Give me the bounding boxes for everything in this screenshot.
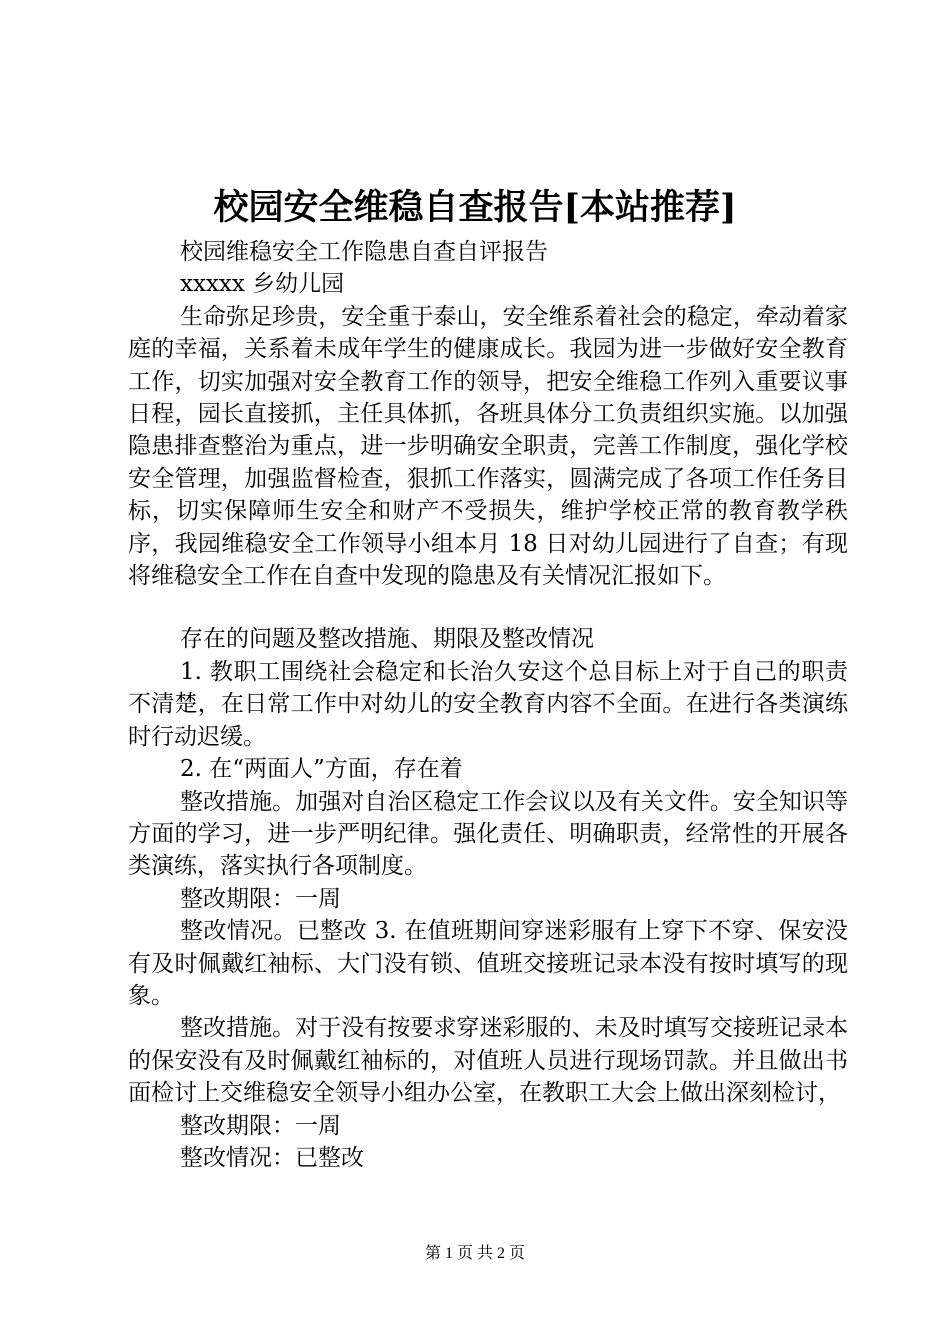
organization-line: xxxxx 乡幼儿园 — [180, 271, 345, 298]
issue-1-paragraph: 1. 教职工围绕社会稳定和长治久安这个总目标上对于自己的职责不清楚，在日常工作中对幼儿的安全教育内容不全面。在进行各类演练时行动迟缓。 — [128, 658, 848, 750]
document-body — [128, 236, 848, 1174]
section-heading: 存在的问题及整改措施、期限及整改情况 — [180, 626, 594, 653]
issue-2-paragraph: 2. 在“两面人”方面，存在着 — [180, 756, 463, 783]
subtitle-paragraph: 校园维稳安全工作隐患自查自评报告 — [180, 239, 548, 265]
measures-paragraph: 整改措施。加强对自治区稳定工作会议以及有关文件。安全知识等方面的学习，进一步严明纪律。强化责任、明确职责，经常性的开展各类演练，落实执行各项制度。 — [128, 788, 848, 880]
intro-paragraph: 生命弥足珍贵，安全重于泰山，安全维系着社会的稳定，牵动着家庭的幸福，关系着未成年学生的健康成长。我园为进一步做好安全教育工作，切实加强对安全教育工作的领导，把安全维稳工作列入重要议事日程，园长直接抓，主任具体抓，各班具体分工负责组织实施。以加强隐患排查整治为重点，进一步明确安全职责，完善工作制度，强化学校安全管理，加强监督检查，狠抓工作落实，圆满完成了各项工作任务目标，切实保障师生安全和财产不受损失，维护学校正常的教育教学秩序，我园维稳安全工作领导小组本月 18 日对幼儿园进行了自查；有现将维稳安全工作在自查中发现的隐患及有关情况汇报如下。 — [128, 303, 848, 590]
deadline-paragraph: 整改期限：一周 — [180, 885, 341, 912]
deadline-paragraph: 整改期限：一周 — [180, 1112, 341, 1139]
document-title: 校园安全维稳自查报告[本站推荐] — [213, 187, 737, 228]
status-paragraph: 整改情况：已整改 — [180, 1144, 364, 1171]
page-number-footer: 第 1 页 共 2 页 — [424, 1245, 525, 1262]
measures-paragraph: 整改措施。对于没有按要求穿迷彩服的、未及时填写交接班记录本的保安没有及时佩戴红袖标的，对值班人员进行现场罚款。并且做出书面检讨上交维稳安全领导小组办公室，在教职工大会上做出深刻检讨， — [128, 1015, 848, 1107]
status-issue-3-paragraph: 整改情况。已整改 3. 在值班期间穿迷彩服有上穿下不穿、保安没有及时佩戴红袖标、大门没有锁、值班交接班记录本没有按时填写的现象。 — [128, 918, 848, 1009]
